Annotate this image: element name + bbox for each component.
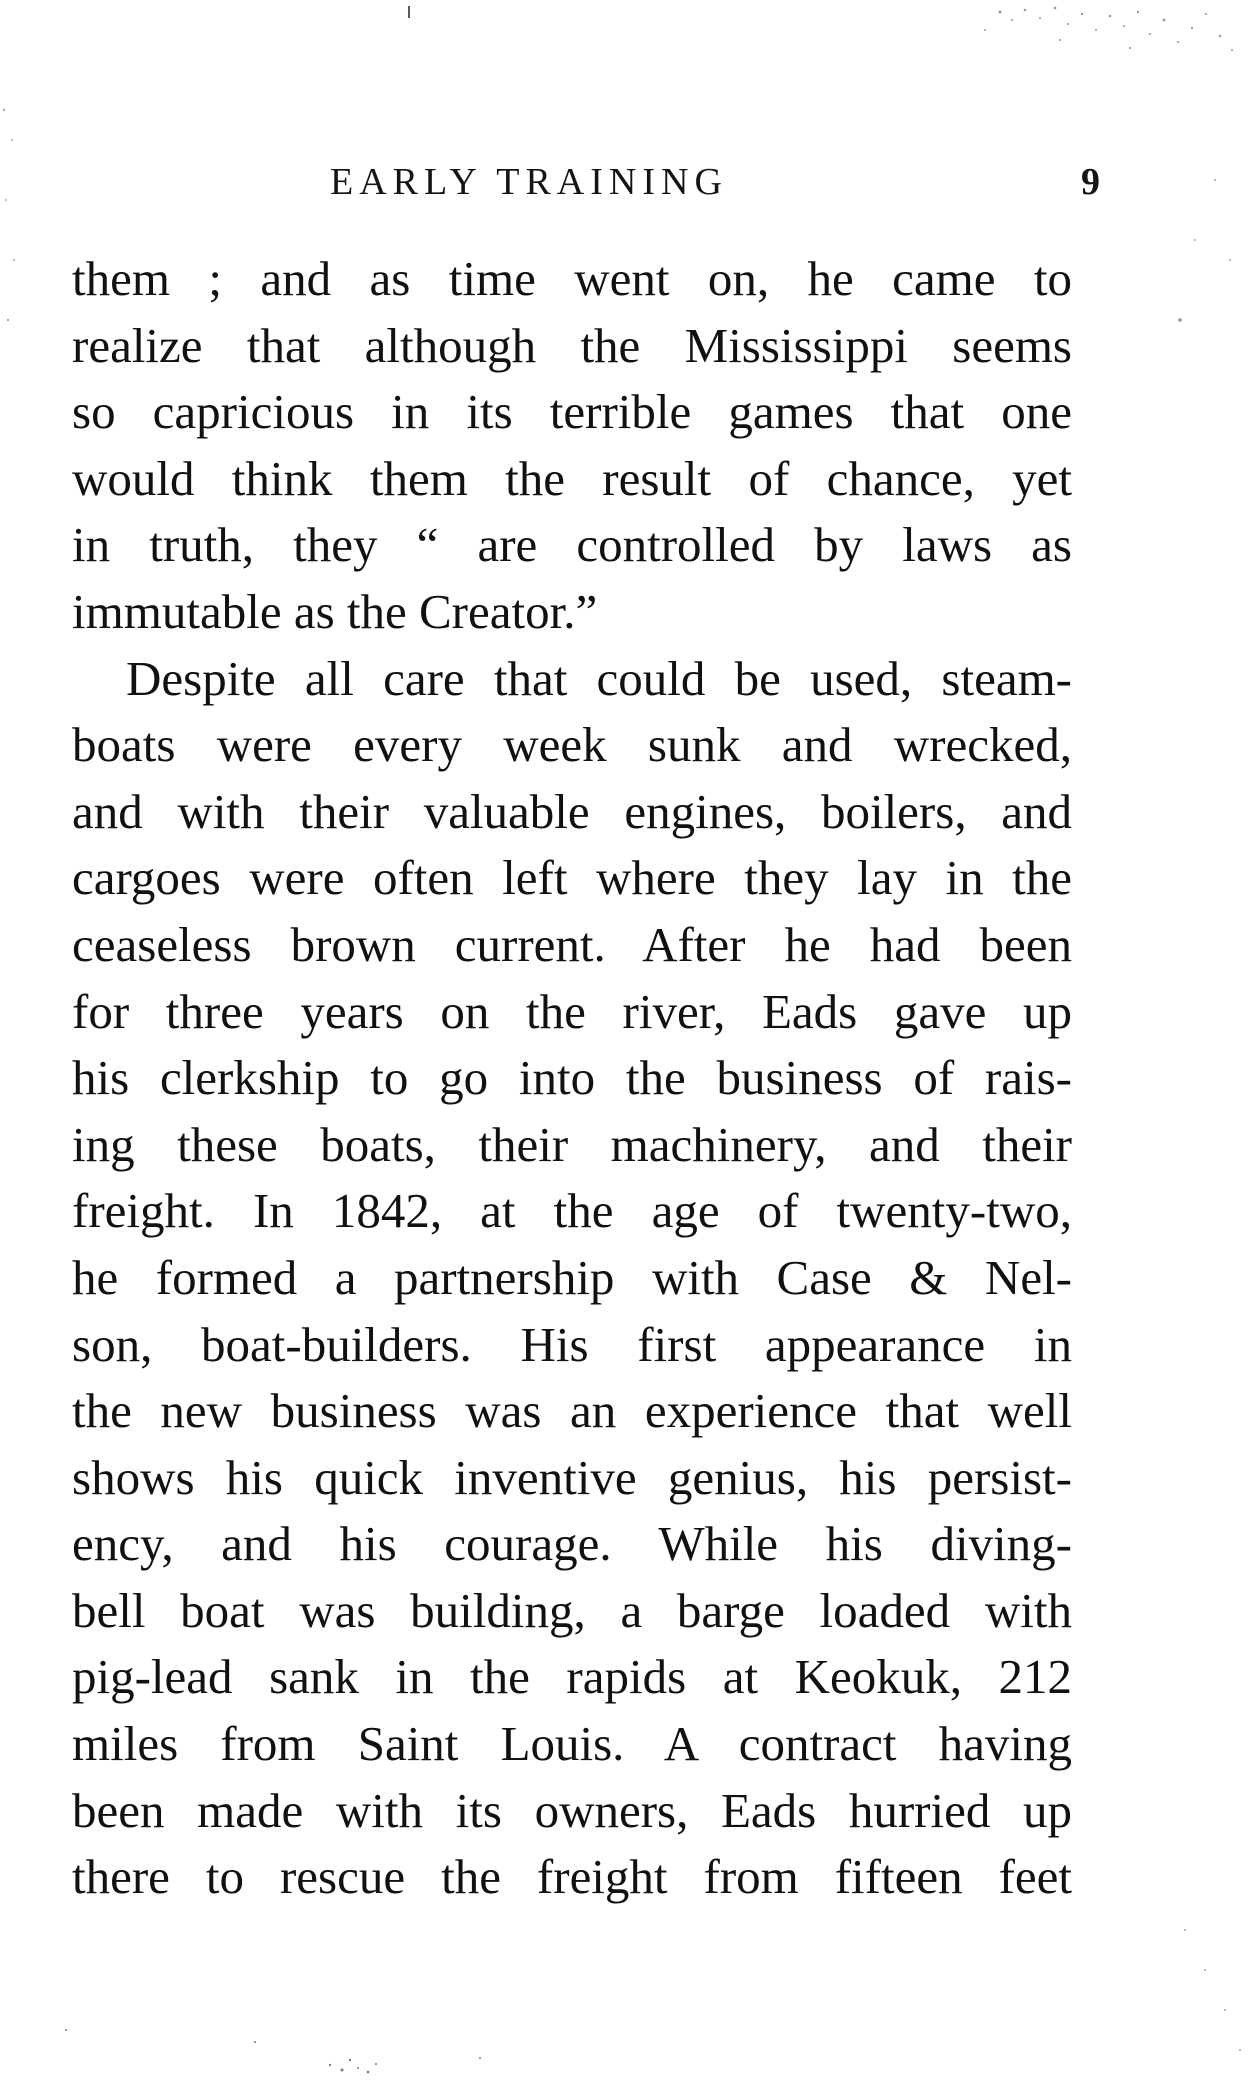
running-head-title: EARLY TRAINING [330,161,728,203]
text-line: so capricious in its terrible games that one [72,384,1072,440]
text-line: his clerkship to go into the business of rais- [72,1050,1072,1106]
text-line: ency, and his courage. While his diving- [72,1516,1072,1572]
text-line: bell boat was building, a barge loaded with [72,1582,1072,1638]
speck-cluster-bottom [65,2029,481,2073]
text-line: there to rescue the freight from fifteen feet [72,1849,1072,1905]
text-line: freight. In 1842, at the age of twenty-two, [72,1183,1072,1239]
text-line: realize that although the Mississippi seems [72,317,1072,373]
running-head [72,160,1100,210]
text-line: them ; and as time went on, he came to [72,251,1072,306]
page-number: 9 [1081,161,1100,203]
paragraph-1 [72,246,1072,646]
speck-top-center [408,6,410,18]
text-line: pig-lead sank in the rapids at Keokuk, 212 [72,1649,1072,1705]
text-line: miles from Saint Louis. A contract having [72,1716,1072,1772]
text-line: for three years on the river, Eads gave up [72,983,1072,1039]
text-line: immutable as the Creator.” [72,583,598,639]
text-line: son, boat-builders. His first appearance in [72,1316,1072,1372]
text-line: boats were every week sunk and wrecked, [72,717,1072,773]
speck-cluster-left-edge [3,109,15,321]
speck-cluster-top-right [984,7,1233,51]
text-line: would think them the result of chance, yet [72,450,1072,506]
speck-cluster-right-edge [1178,179,1241,2051]
paragraph-2 [72,646,1072,1911]
text-line: the new business was an experience that well [72,1383,1072,1439]
text-line: ing these boats, their machinery, and their [72,1116,1072,1172]
text-line: cargoes were often left where they lay in the [72,850,1072,906]
text-line: and with their valuable engines, boilers, and [72,783,1072,839]
text-line: ceaseless brown current. After he had been [72,916,1072,972]
text-line: been made with its owners, Eads hurried up [72,1782,1072,1838]
text-line: shows his quick inventive genius, his persist- [72,1449,1072,1505]
body-text [72,246,1072,1911]
text-line: Despite all care that could be used, steam- [126,650,1072,706]
text-line: in truth, they “ are controlled by laws as [72,517,1072,573]
text-line: he formed a partnership with Case & Nel- [72,1249,1072,1305]
